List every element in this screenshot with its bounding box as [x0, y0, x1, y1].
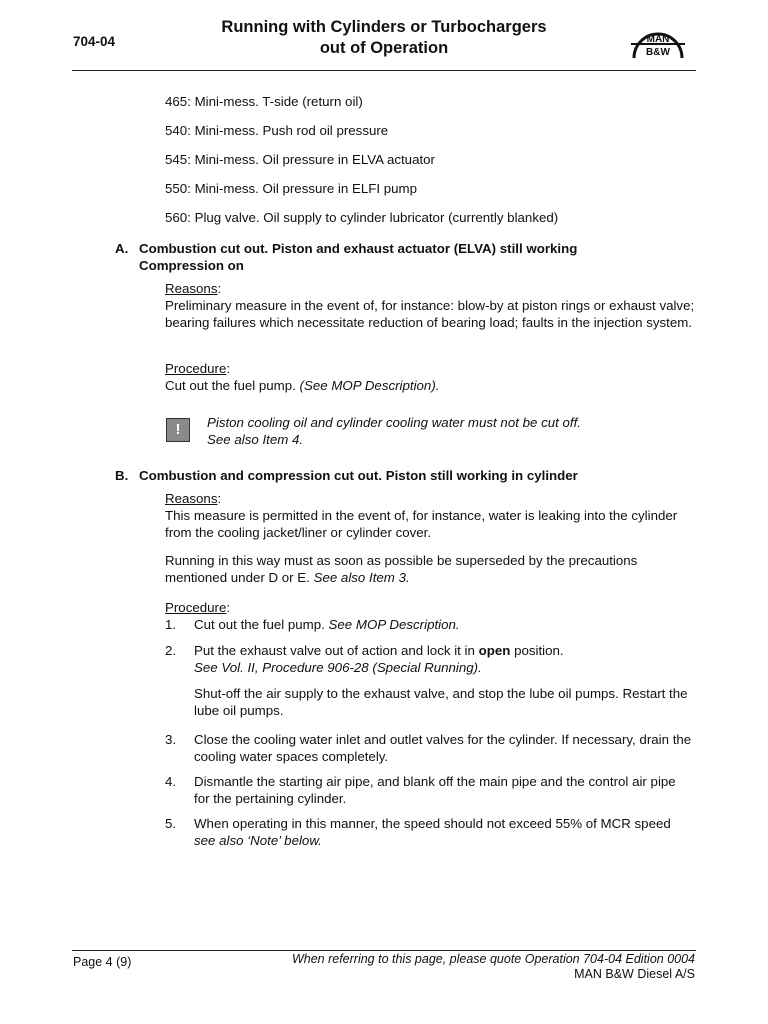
section-b-procedure-label: Procedure: [165, 600, 231, 615]
footer-rule [72, 950, 696, 951]
procedure-text: Cut out the fuel pump. [165, 378, 296, 393]
step-1 [194, 616, 694, 633]
section-b-reasons: Reasons: This measure is permitted in the event of, for instance, water is leaking into the cylinder from the cooling jacket/liner or cylinder cover. [165, 490, 695, 541]
step-ref: see also ‘Note’ below. [194, 833, 322, 848]
step-ref: See MOP Description. [328, 617, 460, 632]
footer-quote: When referring to this page, please quote Operation 704-04 Edition 0004 [291, 952, 695, 966]
step-number: 1. [165, 617, 177, 632]
step-text-post: position. [514, 643, 564, 658]
footer-reference [175, 952, 695, 982]
section-a-procedure: Procedure: Cut out the fuel pump. (See MOP Description). [165, 361, 440, 393]
footer-company: MAN B&W Diesel A/S [574, 967, 695, 981]
section-a-letter: A. [115, 241, 129, 256]
running-ref: See also Item 3. [313, 570, 410, 585]
list-item: 540: Mini-mess. Push rod oil pressure [165, 123, 389, 138]
step-3: Close the cooling water inlet and outlet valves for the cylinder. If necessary, drain the cooling water spaces completely. [194, 732, 692, 764]
step-text: Cut out the fuel pump. [194, 617, 325, 632]
step-number: 5. [165, 816, 177, 831]
step-extra: Shut-off the air supply to the exhaust valve, and stop the lube oil pumps. Restart the lube oil pumps. [194, 686, 688, 718]
logo-text-bw: B&W [646, 47, 670, 58]
section-b-letter: B. [115, 468, 129, 483]
list-item: 560: Plug valve. Oil supply to cylinder lubricator (currently blanked) [165, 210, 559, 225]
list-item: 465: Mini-mess. T-side (return oil) [165, 94, 363, 109]
step-bold: open [478, 643, 511, 658]
header-rule [72, 70, 696, 71]
step-text: When operating in this manner, the speed should not exceed 55% of MCR speed [194, 816, 671, 831]
reasons-label: Reasons [165, 281, 218, 296]
step-number: 4. [165, 774, 177, 789]
reasons-text: This measure is permitted in the event of, for instance, water is leaking into the cylinder from the cooling jacket/liner or cylinder cover. [165, 508, 678, 540]
title-line-1: Running with Cylinders or Turbochargers [221, 18, 547, 36]
step-ref: See Vol. II, Procedure 906-28 (Special Running). [194, 660, 482, 675]
section-b-running-note [165, 552, 695, 586]
logo-text-man: MAN [646, 34, 670, 45]
warning-line-1: Piston cooling oil and cylinder cooling water must not be cut off. [207, 415, 581, 430]
step-5 [194, 815, 694, 849]
list-item: 545: Mini-mess. Oil pressure in ELVA actuator [165, 152, 435, 167]
section-a-title: Combustion cut out. Piston and exhaust actuator (ELVA) still working Compression on [139, 241, 578, 273]
document-number: 704-04 [73, 34, 116, 49]
step-2 [194, 642, 694, 719]
running-text: Running in this way must as soon as possible be superseded by the precautions mentioned under D or E. [165, 553, 638, 585]
warning-icon: ! [166, 418, 190, 442]
reasons-label: Reasons [165, 491, 218, 506]
procedure-label: Procedure [165, 600, 227, 615]
page-title [170, 17, 598, 59]
reasons-text: Preliminary measure in the event of, for instance: blow-by at piston rings or exhaust valve; bearing failures which necessitate reduction of bearing load; faults in the injection system. [165, 298, 695, 330]
step-number: 2. [165, 643, 177, 658]
procedure-label: Procedure [165, 361, 227, 376]
warning-line-2: See also Item 4. [207, 432, 304, 447]
step-4: Dismantle the starting air pipe, and blank off the main pipe and the control air pipe for the pertaining cylinder. [194, 774, 676, 806]
section-a-reasons: Reasons: Preliminary measure in the event of, for instance: blow-by at piston rings or exhaust valve; bearing failures which necessitate reduction of bearing load; faults in the injection system. [165, 281, 695, 330]
step-number: 3. [165, 732, 177, 747]
procedure-ref: (See MOP Description). [299, 378, 440, 393]
list-item: 550: Mini-mess. Oil pressure in ELFI pump [165, 181, 417, 196]
man-bw-logo [630, 24, 686, 62]
title-line-2: out of Operation [319, 39, 449, 57]
page-number: Page 4 (9) [73, 955, 132, 969]
warning-text [207, 414, 687, 448]
section-b-title: Combustion and compression cut out. Piston still working in cylinder [139, 468, 578, 483]
step-text: Put the exhaust valve out of action and lock it in [194, 643, 475, 658]
